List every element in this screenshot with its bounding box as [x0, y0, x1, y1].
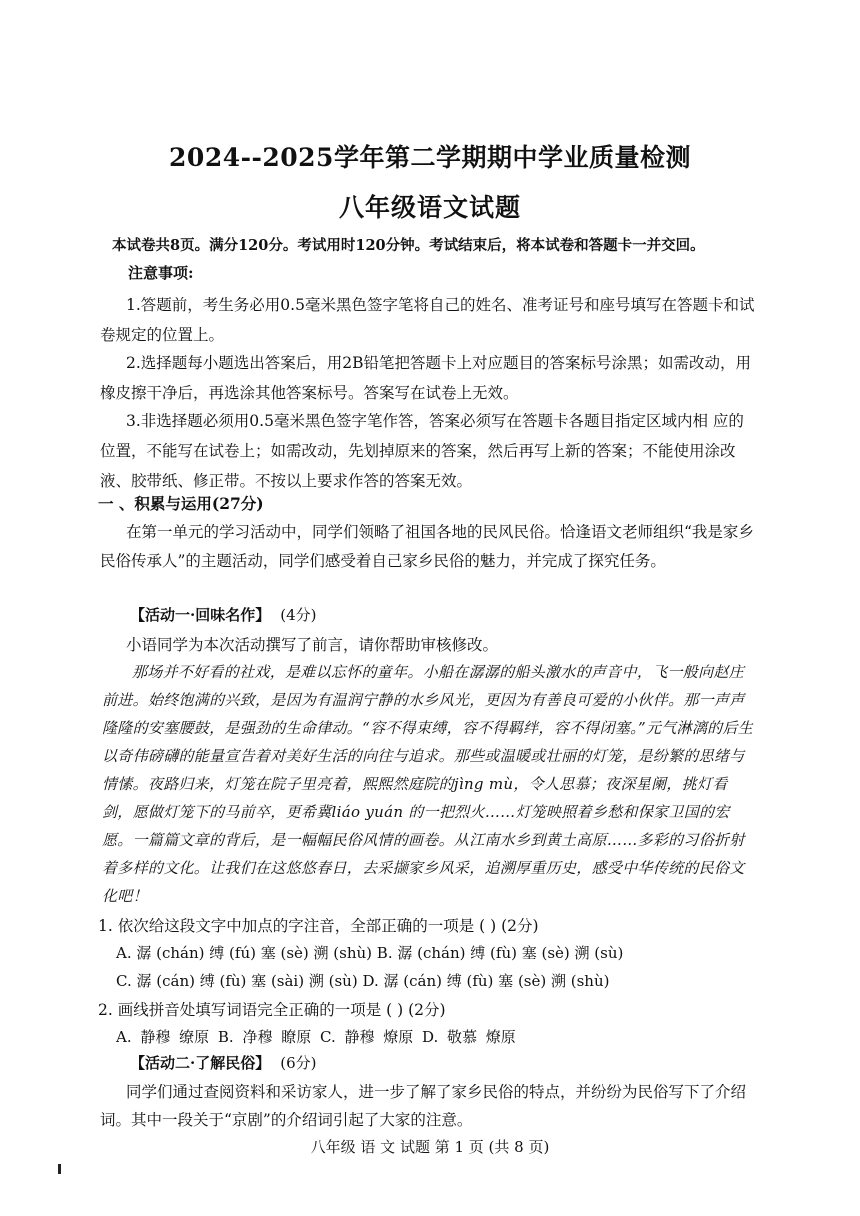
section-1-intro: 在第一单元的学习活动中，同学们领略了祖国各地的民风民俗。恰逢语文老师组织“我是家乡民俗传承人”的主题活动，同学们感受着自己家乡民俗的魅力，并完成了探究任务。 [100, 523, 754, 570]
activity-1-intro: 小语同学为本次活动撰写了前言，请你帮助审核修改。 [126, 636, 499, 654]
page-footer: 八年级 语 文 试题 第 1 页 (共 8 页) [310, 1138, 550, 1156]
activity-2-intro: 同学们通过查阅资料和采访家人，进一步了解了家乡民俗的特点，并纷纷为民俗写下了介绍词。其中一段关于“京剧”的介绍词引起了大家的注意。 [100, 1083, 747, 1129]
preface-passage: 那场并不好看的社戏，是难以忘怀的童年。小船在潺潺的船头激水的声音中，飞一般向赵庄前进。始终饱满的兴致，是因为有温润宁静的水乡风光，更因为有善良可爱的小伙伴。那一声声隆隆的安塞腰鼓，是强劲的生命律动。“容不得束缚，容不得羁绊，容不得闭塞。”元气淋漓的后生以奇伟磅礴的能量宣告着对美好生活的向往与追求。那些或温暖或壮丽的灯笼，是纷繁的思绪与情愫。夜路归来，灯笼在院子里亮着，熙熙然庭院的jìng mù，令人思慕；夜深星阑，挑灯看剑，愿做灯笼下的马前卒，更希冀liáo yuán 的一把烈火……灯笼映照着乡愁和保家卫国的宏愿。一篇篇文章的背后，是一幅幅民俗风情的画卷。从江南水乡到黄土高原……多彩的习俗折射着多样的文化。让我们在这悠悠春日，去采撷家乡风采，追溯厚重历史，感受中华传统的民俗文化吧！ [102, 663, 754, 905]
question-2-options: A. 静穆 缭原 B. 净穆 瞭原 C. 静穆 燎原 D. 敬慕 燎原 [116, 1028, 516, 1046]
notice-heading: 注意事项: [128, 264, 194, 282]
activity-1-heading [130, 604, 316, 625]
question-1-options-row-1: A. 潺 (chán) 缚 (fú) 塞 (sè) 溯 (shù) B. 潺 (chán) 缚 (fù) 塞 (sè) 溯 (sù) [116, 944, 624, 962]
activity-2-score: (6分) [280, 1054, 317, 1072]
question-2: 2. 画线拼音处填写词语完全正确的一项是 ( ) (2分) [98, 1001, 446, 1019]
activity-2-label: 【活动二·了解民俗】 [130, 1054, 271, 1072]
question-1: 1. 依次给这段文字中加点的字注音，全部正确的一项是 ( ) (2分) [98, 917, 539, 935]
exam-subtitle: 八年级语文试题 [338, 193, 521, 222]
notice-item-1: 1.答题前，考生务必用0.5毫米黑色签字笔将自己的姓名、准考证号和座号填写在答题卡和试卷规定的位置上。 [100, 296, 755, 344]
activity-1-label: 【活动一·回味名作】 [130, 606, 271, 624]
scan-mark [58, 1164, 61, 1174]
section-1-heading: 一 、积累与运用(27分) [98, 494, 264, 513]
exam-title: 2024--2025学年第二学期期中学业质量检测 [169, 143, 691, 172]
activity-2-heading [130, 1052, 316, 1073]
notice-item-2: 2.选择题每小题选出答案后，用2B铅笔把答题卡上对应题目的答案标号涂黑；如需改动，用橡皮擦干净后，再选涂其他答案标号。答案写在试卷上无效。 [100, 354, 752, 402]
activity-1-score: (4分) [280, 606, 317, 624]
notice-item-3: 3.非选择题必须用0.5毫米黑色签字笔作答，答案必须写在答题卡各题目指定区域内相 应的位置，不能写在试卷上；如需改动，先划掉原来的答案，然后再写上新的答案；不能使用涂改液、胶带纸、修正带。不按以上要求作答的答案无效。 [100, 412, 744, 490]
question-1-options-row-2: C. 潺 (cán) 缚 (fù) 塞 (sài) 溯 (sù) D. 潺 (cán) 缚 (fù) 塞 (sè) 溯 (shù) [116, 972, 610, 990]
exam-intro: 本试卷共8页。满分120分。考试用时120分钟。考试结束后，将本试卷和答题卡一并交回。 [112, 237, 705, 254]
